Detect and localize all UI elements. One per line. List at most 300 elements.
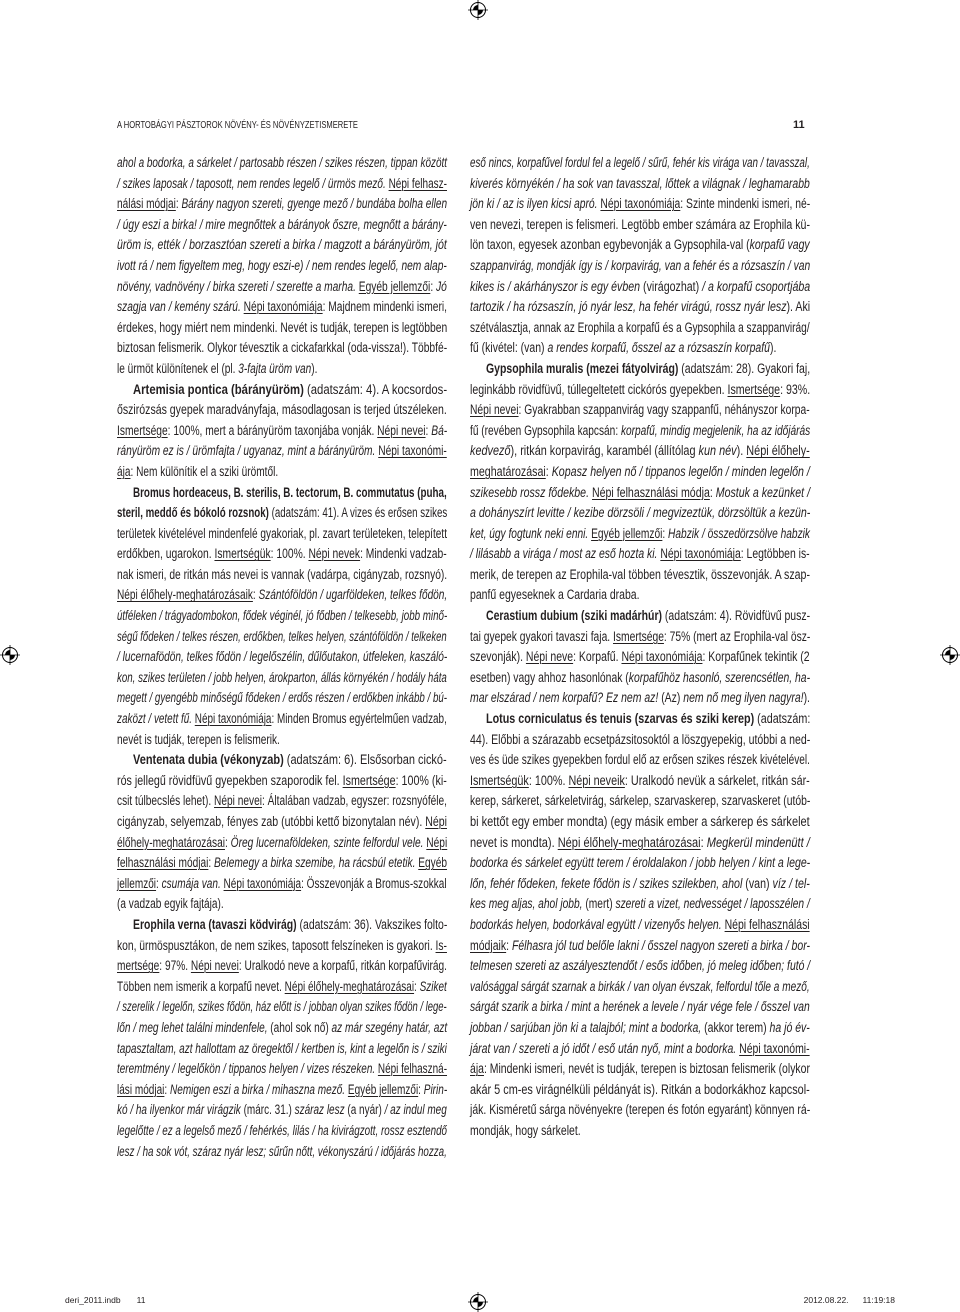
text-column-left bbox=[117, 153, 447, 1162]
text-run: fű (revében Gypsophila kapcsán: bbox=[470, 422, 621, 438]
italic-quote: kiverés környékén / ha sok van tavasszal, lőttek a világnak / leghamarabb bbox=[470, 175, 810, 191]
italic-quote: / a korpafű csoportjába bbox=[702, 278, 811, 294]
text-line bbox=[117, 647, 447, 668]
underlined-term: Egyéb jellemzői bbox=[347, 1081, 419, 1097]
italic-quote: az már szegény határ, azt bbox=[331, 1019, 448, 1035]
italic-quote: / az indul meg bbox=[384, 1102, 447, 1118]
italic-quote: száraz lesz bbox=[294, 1102, 345, 1118]
italic-quote: kun név bbox=[698, 443, 737, 459]
italic-quote: korpafű vagy bbox=[749, 237, 810, 253]
text-run: (van) bbox=[742, 875, 773, 891]
print-date: 2012.08.22. bbox=[803, 1295, 849, 1305]
text-run: panfű egyeseknek a Cardaria draba. bbox=[470, 587, 640, 603]
text-line bbox=[117, 1018, 447, 1039]
underlined-term: ája bbox=[470, 1061, 484, 1077]
italic-quote: / lilásabb a virága / most az eső hozta ki. bbox=[470, 546, 658, 562]
text-run: mondják, hogy sárkelet. bbox=[470, 1122, 581, 1138]
text-run: (ahol sok nő) bbox=[267, 1019, 332, 1035]
text-run: : 97%. bbox=[159, 958, 191, 974]
text-line bbox=[117, 1121, 447, 1142]
paragraph bbox=[117, 750, 447, 915]
text-run: : bbox=[700, 834, 707, 850]
text-line bbox=[470, 400, 810, 421]
text-line bbox=[470, 709, 810, 730]
text-run: szétválasztja, annak az Erophila a korpafű és a Gypsophila a szappanvirág/ bbox=[470, 319, 810, 335]
underlined-term: Is- bbox=[435, 937, 447, 953]
text-line bbox=[117, 812, 447, 833]
italic-quote: korpafű, mindig megjelenik, ha az időjárás bbox=[620, 422, 811, 438]
file-page: 11 bbox=[136, 1295, 146, 1305]
species-name: Lotus corniculatus és tenuis (szarvas és sziki kerep) bbox=[486, 711, 755, 727]
text-line bbox=[470, 1121, 810, 1142]
underlined-term: felhasználási módjai bbox=[117, 855, 209, 871]
text-line bbox=[117, 277, 447, 298]
italic-quote: rányüröm ez is / ürömfajta / ugyanaz, mint a bárányüröm. bbox=[117, 443, 376, 459]
text-run: ). bbox=[311, 360, 318, 376]
text-run: : bbox=[709, 484, 716, 500]
underlined-term: Ismertségük bbox=[470, 772, 529, 788]
text-run: : 100%. bbox=[528, 772, 569, 788]
text-run: (adatszám: bbox=[754, 711, 811, 727]
underlined-term: Ismertsége bbox=[727, 381, 781, 397]
text-run: ják. Kisméretű sárga növényekre (terepen és fotón egyaránt) könnyen rá- bbox=[470, 1102, 811, 1118]
text-run: : bbox=[662, 525, 669, 541]
italic-quote: ket, úgy fogtunk neki enni. bbox=[470, 525, 589, 541]
underlined-term: Népi élőhely-meghatározásaik bbox=[117, 587, 253, 603]
italic-quote: kon, szikes területen / jobb helyen, árokparton, állás környékén / hodály háta bbox=[117, 669, 447, 685]
text-line bbox=[470, 277, 810, 298]
text-line bbox=[470, 194, 810, 215]
text-line bbox=[470, 256, 810, 277]
text-run: ), ritkán korpavirág, karambél (állítólag bbox=[510, 443, 699, 459]
text-run: : bbox=[224, 834, 231, 850]
italic-quote: Bá- bbox=[431, 422, 448, 438]
italic-quote: lesz / ha sok vót, száraz nyár lesz; sűrűn nőtt, vékonyszárú / időjárás hozza, bbox=[117, 1143, 447, 1159]
text-line bbox=[470, 483, 810, 504]
text-run: (adatszám: 4). A kocsordos- bbox=[303, 381, 448, 397]
text-line bbox=[117, 874, 447, 895]
text-run: cigányzab, selyemzab, fényes zab (utóbbi kettő bizonytalan név). bbox=[117, 814, 426, 829]
italic-quote: teremtmény / legelőkön / tippanos helyen / vizes részeken. bbox=[117, 1061, 376, 1077]
text-run: (Az) bbox=[658, 690, 684, 706]
underlined-term: Népi bbox=[425, 814, 447, 829]
underlined-term: Népi nevei bbox=[470, 402, 519, 418]
text-run: : Korpafűnek tekintik (2 bbox=[702, 649, 810, 665]
italic-quote: lőn / meg lehet találni mindenfele, bbox=[117, 1019, 268, 1035]
text-line bbox=[117, 585, 447, 606]
italic-quote: ahol a bodorka, a sárkelet / partosabb részen / szikes részen, tippan között bbox=[117, 155, 447, 170]
text-line bbox=[470, 1039, 810, 1060]
text-line bbox=[117, 606, 447, 627]
italic-quote: nem nő meg ilyen nagyra! bbox=[683, 690, 804, 706]
text-line bbox=[470, 936, 810, 957]
text-run: ). bbox=[803, 690, 810, 706]
italic-quote: járat van / szereti a jó időt / eső után nyő, mint a bodorka. bbox=[470, 1040, 737, 1056]
text-line bbox=[117, 853, 447, 874]
text-run: (adatszám: 28). Gyakori faj, bbox=[678, 360, 811, 376]
paragraph bbox=[470, 709, 810, 1141]
underlined-term: Ismertsége bbox=[117, 422, 168, 438]
text-run: tai gyepek gyakori tavaszi faja. bbox=[470, 628, 614, 644]
text-run: nevét is tudják, terepen is felismerik. bbox=[117, 731, 280, 747]
underlined-term: lási módjai bbox=[117, 1081, 165, 1097]
text-line bbox=[470, 997, 810, 1018]
underlined-term: Népi élőhely-meghatározásai bbox=[284, 978, 415, 994]
text-line bbox=[470, 1059, 810, 1080]
text-line bbox=[117, 956, 447, 977]
text-run: bi kettőt egy ember mondta) (egy másik ember a sárkerep és sárkelet bbox=[470, 814, 810, 829]
underlined-term: nálási módjai bbox=[117, 196, 176, 212]
text-run: : 100%, mert a bárányüröm taxonjába vonják. bbox=[167, 422, 378, 438]
text-line bbox=[470, 668, 810, 689]
italic-quote: víz / tel- bbox=[772, 875, 810, 891]
italic-quote: ivott rá / nem figyeltem meg, hogy eszi-e) / nem rendes legelő, nem alap- bbox=[117, 257, 447, 273]
text-run: : bbox=[430, 278, 437, 294]
text-run: : Minden Bromus egyértelműen vadzab, bbox=[271, 711, 447, 727]
underlined-term: Népi taxonómiája bbox=[223, 875, 302, 891]
italic-quote: eső nincs, korpafűvel fordul fel a legelő / sűrű, fehér kis virága van / tavasszal, bbox=[470, 155, 810, 170]
underlined-term: Népi felhaszná- bbox=[377, 1061, 448, 1077]
underlined-term: Népi taxonómiája bbox=[194, 711, 272, 727]
underlined-term: Ismertségük bbox=[214, 546, 271, 562]
text-run: erdőkben, ugarokon. bbox=[117, 546, 215, 562]
text-run: : bbox=[175, 196, 182, 212]
italic-quote: tartozik / ha rózsaszín, jó nyár lesz, ha fehér virágú, rossz nyár lesz bbox=[470, 299, 787, 315]
text-line bbox=[470, 833, 810, 854]
text-line bbox=[470, 503, 810, 524]
underlined-term: Népi felhasználási módja bbox=[591, 484, 710, 500]
italic-quote: tapasztaltam, azt hallottam az öregektől / kertben is, kint a legelőn is / sziki bbox=[117, 1040, 447, 1056]
italic-quote: Mostuk a kezünket / bbox=[715, 484, 811, 500]
italic-quote: mar elszárad / nem korpafű? Ez nem az! bbox=[470, 690, 659, 706]
text-run: (a nyár) bbox=[344, 1102, 385, 1118]
text-run: : Összevonják a Bromus-szokkal bbox=[301, 875, 447, 891]
italic-quote: sárgát szarik a birka / mint a herének a levele / nyár vége fele / ősszel van bbox=[470, 999, 810, 1015]
underlined-term: Népi neve bbox=[525, 649, 574, 665]
text-line bbox=[117, 627, 447, 648]
text-run: (adatszám: 4). Rövidfüvű pusz- bbox=[662, 608, 811, 624]
text-line bbox=[117, 791, 447, 812]
text-run: le ürmöt különítenek el (pl. bbox=[117, 360, 239, 376]
text-run: (akkor terem) bbox=[701, 1019, 770, 1035]
italic-quote: szappanvirág, mondják így is / korpavirág, van a fehér és a rózsaszín / van bbox=[470, 257, 811, 273]
text-run: biztosan felismerik. Olykor tévesztik a cickafarkkal (oda-vissza!). Többfé- bbox=[117, 340, 448, 356]
italic-quote: kikes is / akárhányszor is egy évben bbox=[470, 278, 641, 294]
text-line bbox=[470, 1018, 810, 1039]
text-run: : bbox=[252, 587, 259, 603]
underlined-term: Ismertsége bbox=[342, 772, 396, 788]
underlined-term: Népi bbox=[426, 834, 448, 850]
text-line bbox=[117, 462, 447, 483]
text-run: lön taxon, egyesek azonban egybevonják a Gypsophila-val ( bbox=[470, 237, 750, 253]
italic-quote: Kopasz helyen nő / tippanos legelőn / minden legelőn / bbox=[551, 463, 810, 479]
italic-quote: megett / gyengébb minőségű fődeken / erdős részen / erdőkben inkább / bú- bbox=[117, 690, 448, 706]
underlined-term: jellemzői bbox=[117, 875, 157, 891]
text-line bbox=[117, 915, 447, 936]
text-line bbox=[470, 977, 810, 998]
text-line bbox=[470, 894, 810, 915]
text-line bbox=[117, 688, 447, 709]
italic-quote: 3-fajta üröm van bbox=[238, 360, 312, 376]
text-run: : bbox=[545, 463, 552, 479]
text-line bbox=[117, 338, 447, 359]
italic-quote: Sziket bbox=[419, 978, 447, 994]
text-run: csit túlbecslés lehet). bbox=[117, 793, 215, 809]
italic-quote: Pirin- bbox=[423, 1081, 448, 1097]
registration-mark-icon bbox=[0, 645, 20, 665]
italic-quote: szereti a vizet, nedvességet / laposszélen / bbox=[615, 896, 810, 912]
running-header bbox=[117, 118, 451, 132]
underlined-term: Népi taxonómiája bbox=[660, 546, 741, 562]
italic-quote: korpafűhöz hasonló, szerencsétlen, ha- bbox=[628, 669, 811, 685]
text-run: : bbox=[164, 1081, 170, 1097]
underlined-term: Népi taxonómiája bbox=[243, 299, 323, 315]
italic-quote: Nemigen eszi a birka / mihaszna mező. bbox=[169, 1081, 346, 1097]
text-line bbox=[117, 1080, 447, 1101]
italic-quote: jobban / sarjúban jön ki a talajból; mint a bodorka, bbox=[470, 1019, 702, 1035]
paragraph bbox=[117, 483, 447, 751]
text-run: nevet is mondta). bbox=[470, 834, 558, 850]
underlined-term: mertsége bbox=[117, 958, 160, 974]
italic-quote: legelőtte / ez a legelső mező / fehérkés, lilás / ha kivirágzott, rossz esztendő bbox=[117, 1122, 447, 1138]
text-run: (a vadzab egyik fajtája). bbox=[117, 896, 224, 912]
text-line bbox=[470, 853, 810, 874]
page-number: 11 bbox=[793, 119, 805, 131]
italic-quote: üröm is, ették / borzasztóan szereti a birka / magzott a bárányüröm, jót bbox=[117, 237, 447, 253]
text-line bbox=[117, 565, 447, 586]
italic-quote: Jó bbox=[436, 278, 447, 294]
text-line bbox=[470, 524, 810, 545]
text-run: : Általában vadzab, egyszer: rozsnyóféle, bbox=[261, 793, 447, 809]
species-name: Erophila verna (tavaszi ködvirág) bbox=[133, 916, 297, 932]
text-run: (mert) bbox=[582, 896, 616, 912]
italic-quote: / úgy eszi a birka! / mire megnőttek a bárányok őszre, megnőtt a bárány- bbox=[117, 216, 447, 232]
italic-quote: Bárány nagyon szereti, gyenge mező / bundába bolha ellen bbox=[181, 196, 448, 212]
text-run: : Majdnem mindenki ismeri, bbox=[322, 299, 447, 315]
text-line bbox=[470, 1080, 810, 1101]
paragraph bbox=[117, 915, 447, 1162]
text-run: ven nevezi, terepen is felismeri. Legtöbb ember számára az Erophila kü- bbox=[470, 216, 810, 232]
italic-quote: útféleken / trágyadombokon, fődek véginél, jó fődben / telkesebb, jobb minő- bbox=[117, 608, 448, 624]
text-run: : bbox=[156, 875, 162, 891]
text-line bbox=[117, 1039, 447, 1060]
underlined-term: meghatározásai bbox=[470, 463, 546, 479]
text-line bbox=[470, 956, 810, 977]
text-run: területek kivételével mindenfelé gyakoriak, pl. zavart területeken, telepített bbox=[117, 525, 447, 541]
text-run: ves és üde szikes gyepekben fordul elő az erősen szikes részek kivételével. bbox=[470, 752, 810, 768]
underlined-term: Népi élőhely-meghatározásai bbox=[557, 834, 701, 850]
species-name: steril, meddő és bókoló rozsnok) bbox=[117, 505, 269, 521]
text-line bbox=[117, 668, 447, 689]
text-line bbox=[117, 215, 447, 236]
italic-quote: a dohányszírt levitte / kezibe dörzsöli / megvizeztük, dörzsöltük a kezün- bbox=[470, 505, 811, 521]
paragraph bbox=[117, 153, 447, 380]
text-line bbox=[117, 977, 447, 998]
italic-quote: a rendes korpafű, ősszel az a rózsaszín korpafű bbox=[547, 340, 770, 356]
species-name: Bromus hordeaceus, B. sterilis, B. tectorum, B. commutatus (puha, bbox=[133, 484, 447, 500]
species-name: Ventenata dubia (vékonyzab) bbox=[133, 752, 284, 768]
underlined-term: Népi taxonómi- bbox=[378, 443, 447, 459]
text-line bbox=[117, 441, 447, 462]
underlined-term: Népi nevek bbox=[308, 546, 361, 562]
text-line bbox=[470, 215, 810, 236]
text-line bbox=[470, 544, 810, 565]
italic-quote: ségű fődeken / telkes részen, erdőkben, telkes helyen, szántóföldön / telkeken bbox=[117, 628, 447, 644]
text-run: (adatszám: 6). Elsősorban cickó- bbox=[283, 752, 447, 768]
text-line bbox=[470, 647, 810, 668]
italic-quote: telmesen szereti az aszályesztendőt / esős időben, jó meleg időben; futó / bbox=[470, 958, 811, 974]
text-line bbox=[470, 606, 810, 627]
italic-quote: Szántóföldön / ugarföldeken, telkes fődön, bbox=[258, 587, 448, 603]
text-line bbox=[470, 874, 810, 895]
text-run: szevonják). bbox=[470, 649, 526, 665]
underlined-term: Népi felhasz- bbox=[388, 175, 447, 191]
text-run: ). bbox=[736, 443, 747, 459]
text-line bbox=[117, 524, 447, 545]
text-run: : bbox=[425, 422, 432, 438]
underlined-term: Népi nevei bbox=[214, 793, 262, 809]
text-run: kerep, sárkeret, sárkeletvirág, sárkelep, szarvaskerep, szarvaskeret (utób- bbox=[470, 793, 811, 809]
italic-quote: szikesebb rossz fődekbe. bbox=[470, 484, 590, 500]
text-line bbox=[470, 421, 810, 442]
italic-quote: / lucernafödön, telkes fődön / legelőszélin, dűlőutakon, útfeleken, kaszáló- bbox=[117, 649, 448, 665]
text-line bbox=[470, 627, 810, 648]
underlined-term: Népi taxonómi- bbox=[739, 1040, 810, 1056]
text-run: leginkább rövidfüvű, túllegeltetett cickórós gyepekben. bbox=[470, 381, 728, 397]
text-run: rós jellegű rövidfüvű gyepekben szaporodik fel. bbox=[117, 772, 343, 788]
text-line bbox=[117, 174, 447, 195]
text-line bbox=[117, 833, 447, 854]
print-time: 11:19:18 bbox=[862, 1295, 895, 1305]
italic-quote: / szerelik / legelőn, szikes fődön, ház előtt is / jobban olyan szikes fődön / lege- bbox=[117, 999, 447, 1015]
registration-mark-icon bbox=[468, 1292, 488, 1312]
text-line bbox=[470, 297, 810, 318]
text-run: (adatszám: 36). Vakszikes folto- bbox=[296, 916, 448, 932]
text-run: Többen nem ismerik a korpafű nevet. bbox=[117, 978, 285, 994]
text-run: (márc. 31.) bbox=[240, 1102, 295, 1118]
text-line bbox=[470, 153, 810, 174]
text-line bbox=[470, 771, 810, 792]
text-run: kon, ürmöspusztákon, de nem szikes, taposott felszíneken is gyakori. bbox=[117, 937, 436, 953]
text-run: (adatszám: 41). A vizes és erősen szikes bbox=[268, 505, 448, 521]
paragraph bbox=[470, 606, 810, 709]
text-run: érdekes, hogy miért nem mindenki. Nevét is tudják, terepen is legtöbben bbox=[117, 319, 448, 335]
text-line bbox=[117, 750, 447, 771]
text-line bbox=[117, 544, 447, 565]
text-line bbox=[470, 174, 810, 195]
underlined-term: ája bbox=[117, 463, 131, 479]
text-line bbox=[470, 791, 810, 812]
italic-quote: kó / ha ilyenkor már virágzik bbox=[117, 1102, 241, 1118]
file-name: deri_2011.indb bbox=[65, 1295, 121, 1305]
text-line bbox=[470, 688, 810, 709]
text-line bbox=[117, 730, 447, 751]
text-line bbox=[117, 894, 447, 915]
text-run: : Uralkodó nevük a sárkelet, ritkán sár- bbox=[624, 772, 810, 788]
italic-quote: ha jó év- bbox=[769, 1019, 810, 1035]
italic-quote: kedvező bbox=[470, 443, 511, 459]
text-line bbox=[117, 297, 447, 318]
text-run: : 100%. bbox=[270, 546, 309, 562]
text-line bbox=[117, 400, 447, 421]
underlined-term: Népi taxonómiája bbox=[621, 649, 703, 665]
text-run: 44). Előbbi a szárazabb ecsetpázsitosoktól a löszgyepekig, utóbbi a ned- bbox=[470, 731, 811, 747]
text-run: : 93%. bbox=[780, 381, 811, 397]
text-run: : Legtöbben is- bbox=[740, 546, 810, 562]
text-line bbox=[117, 1142, 447, 1163]
text-run: merik, de terepen az Erophila-val többen tévesztik, összevonják. A szap- bbox=[470, 566, 810, 582]
text-line bbox=[117, 483, 447, 504]
text-line bbox=[117, 421, 447, 442]
italic-quote: Megkerül mindenütt / bbox=[706, 834, 810, 850]
text-run: : Gyakrabban szappanvirág vagy szappanfű, néhányszor korpa- bbox=[518, 402, 810, 418]
text-line bbox=[117, 235, 447, 256]
text-line bbox=[470, 1100, 810, 1121]
italic-quote: Habzik / összedörzsölve habzik bbox=[668, 525, 811, 541]
text-line bbox=[117, 709, 447, 730]
text-line bbox=[117, 997, 447, 1018]
underlined-term: élőhely-meghatározásai bbox=[117, 834, 225, 850]
underlined-term: Népi nevei bbox=[377, 422, 426, 438]
italic-quote: jön ki / az is ilyen kicsi apró. bbox=[470, 196, 598, 212]
running-header-title: A HORTOBÁGYI PÁSZTOROK NÖVÉNY- ÉS NÖVÉNYZETISMERETE bbox=[117, 119, 358, 131]
species-name: Gypsophila muralis (mezei fátyolvirág) bbox=[486, 360, 679, 376]
italic-quote: bodorka és sárkelet együtt terem / éroldalakon / jobb helyen / kint a lege- bbox=[470, 855, 811, 871]
text-line bbox=[470, 750, 810, 771]
text-line bbox=[470, 359, 810, 380]
text-line bbox=[470, 338, 810, 359]
underlined-term: módjaik bbox=[470, 937, 507, 953]
underlined-term: Ismertsége bbox=[613, 628, 664, 644]
underlined-term: Egyéb jellemzői bbox=[591, 525, 663, 541]
italic-quote: bodorkás helyen, bodorkával együtt / vizenyős helyen. bbox=[470, 916, 722, 932]
text-run: : Korpafű. bbox=[573, 649, 622, 665]
text-run: : bbox=[506, 937, 512, 953]
text-line bbox=[117, 359, 447, 380]
registration-mark-icon bbox=[940, 645, 960, 665]
print-slug-timestamp bbox=[804, 1294, 895, 1306]
italic-quote: növény, vadnövény / birka szereti / szerette a marha. bbox=[117, 278, 356, 294]
text-line bbox=[117, 503, 447, 524]
text-run: : 75% (mert az Erophila-val ösz- bbox=[663, 628, 811, 644]
text-line bbox=[117, 318, 447, 339]
text-run: esetben) vagy ahhoz hasonlónak ( bbox=[470, 669, 629, 685]
italic-quote: Félhasra jól tud belőle lakni / ősszel nagyon szereti a birka / bor- bbox=[511, 937, 810, 953]
text-line bbox=[470, 462, 810, 483]
text-run: : Mindenki ismeri, nevét is tudják, terepen is biztosan felismerik (olykor bbox=[483, 1061, 810, 1077]
text-line bbox=[117, 256, 447, 277]
text-column-right bbox=[470, 153, 810, 1142]
text-run: akár 5 cm-es virágnélküli példányát is). Ritkán a bodorkákhoz kapcsol- bbox=[470, 1081, 810, 1097]
text-run: őszirózsás gyepek maradványfaja, másodlagosan is terjed útszéleken. bbox=[117, 402, 447, 418]
text-run: : bbox=[418, 1081, 424, 1097]
text-line bbox=[470, 585, 810, 606]
text-line bbox=[470, 915, 810, 936]
italic-quote: lőn, fehér fődeken, fekete fődön is / szikes szilekben, ahol bbox=[470, 875, 743, 891]
italic-quote: Öreg lucernaföldeken, szinte felfordul vele. bbox=[230, 834, 424, 850]
italic-quote: kes meg aljas, ahol jobb, bbox=[470, 896, 583, 912]
text-line bbox=[470, 730, 810, 751]
underlined-term: Népi nevei bbox=[190, 958, 239, 974]
registration-mark-icon bbox=[468, 0, 488, 20]
underlined-term: Egyéb jellemzői bbox=[358, 278, 431, 294]
text-run: ). Aki bbox=[786, 299, 811, 315]
text-line bbox=[470, 441, 810, 462]
text-line bbox=[470, 235, 810, 256]
italic-quote: / szikes laposak / taposott, nem rendes legelő / ürmös mező. bbox=[117, 175, 386, 191]
text-run: fű (kivétel: (van) bbox=[470, 340, 548, 356]
text-run: : Mindenki vadzab- bbox=[360, 546, 447, 562]
